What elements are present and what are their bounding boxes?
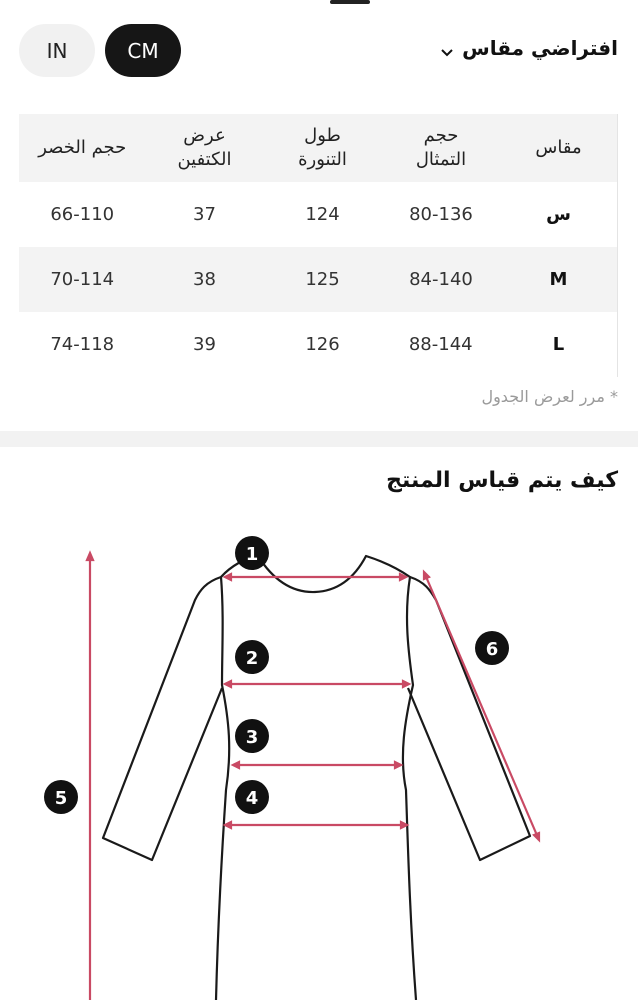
unit-in-button[interactable]: IN (19, 24, 95, 77)
cell-waist: 74-118 (50, 334, 115, 355)
table-row (19, 312, 618, 377)
cell-shoulder: 38 (146, 247, 264, 312)
table-row (19, 182, 618, 247)
svg-text:3: 3 (245, 727, 259, 748)
marker-2 (235, 640, 269, 674)
header-skirt-length: طول التنورة (264, 114, 382, 182)
cell-size: L (552, 334, 565, 355)
cell-bust: 88-144 (408, 334, 473, 355)
svg-text:2: 2 (245, 648, 259, 669)
cell-size: M (500, 247, 618, 312)
cell-skirt: 125 (264, 247, 382, 312)
scroll-hint: * مرر لعرض الجدول (481, 387, 618, 406)
unit-toggle (19, 24, 181, 77)
cell-waist: 66-110 (50, 204, 115, 225)
how-to-measure-title: كيف يتم قياس المنتج (386, 468, 618, 493)
size-chart-table (19, 114, 618, 377)
header-waist: حجم الخصر (19, 114, 146, 182)
svg-text:5: 5 (54, 788, 68, 809)
cell-skirt: 124 (305, 204, 340, 225)
svg-text:4: 4 (245, 788, 259, 809)
cell-bust: 80-136 (409, 204, 473, 225)
svg-text:6: 6 (485, 639, 499, 660)
cell-shoulder: 39 (193, 334, 216, 355)
dress-diagram-svg (0, 520, 638, 1000)
cell-shoulder: 37 (193, 204, 216, 225)
dress-outline (103, 556, 530, 1000)
marker-1 (235, 536, 269, 570)
size-standard-select[interactable] (440, 36, 618, 60)
cell-size: س (546, 204, 571, 225)
top-edge-fragment (330, 0, 370, 4)
header-size: مقاس (500, 114, 618, 182)
svg-text:1: 1 (245, 544, 259, 565)
cell-bust: 84-140 (382, 247, 501, 312)
size-standard-label: افتراضي مقاس (462, 36, 618, 60)
measurement-diagram (0, 520, 638, 1004)
marker-3 (235, 719, 269, 753)
marker-6 (475, 631, 509, 665)
unit-cm-button[interactable]: CM (105, 24, 181, 77)
cell-waist: 70-114 (19, 247, 146, 312)
measurement-lines (87, 553, 539, 1000)
marker-5 (44, 780, 78, 814)
chevron-down-icon (440, 43, 454, 53)
header-bust: حجم التمثال (382, 114, 501, 182)
marker-4 (235, 780, 269, 814)
header-shoulder-width: عرض الكتفين (146, 114, 264, 182)
section-divider (0, 431, 638, 447)
table-row (19, 247, 618, 312)
table-header-row (19, 114, 618, 182)
cell-skirt: 126 (305, 334, 340, 355)
